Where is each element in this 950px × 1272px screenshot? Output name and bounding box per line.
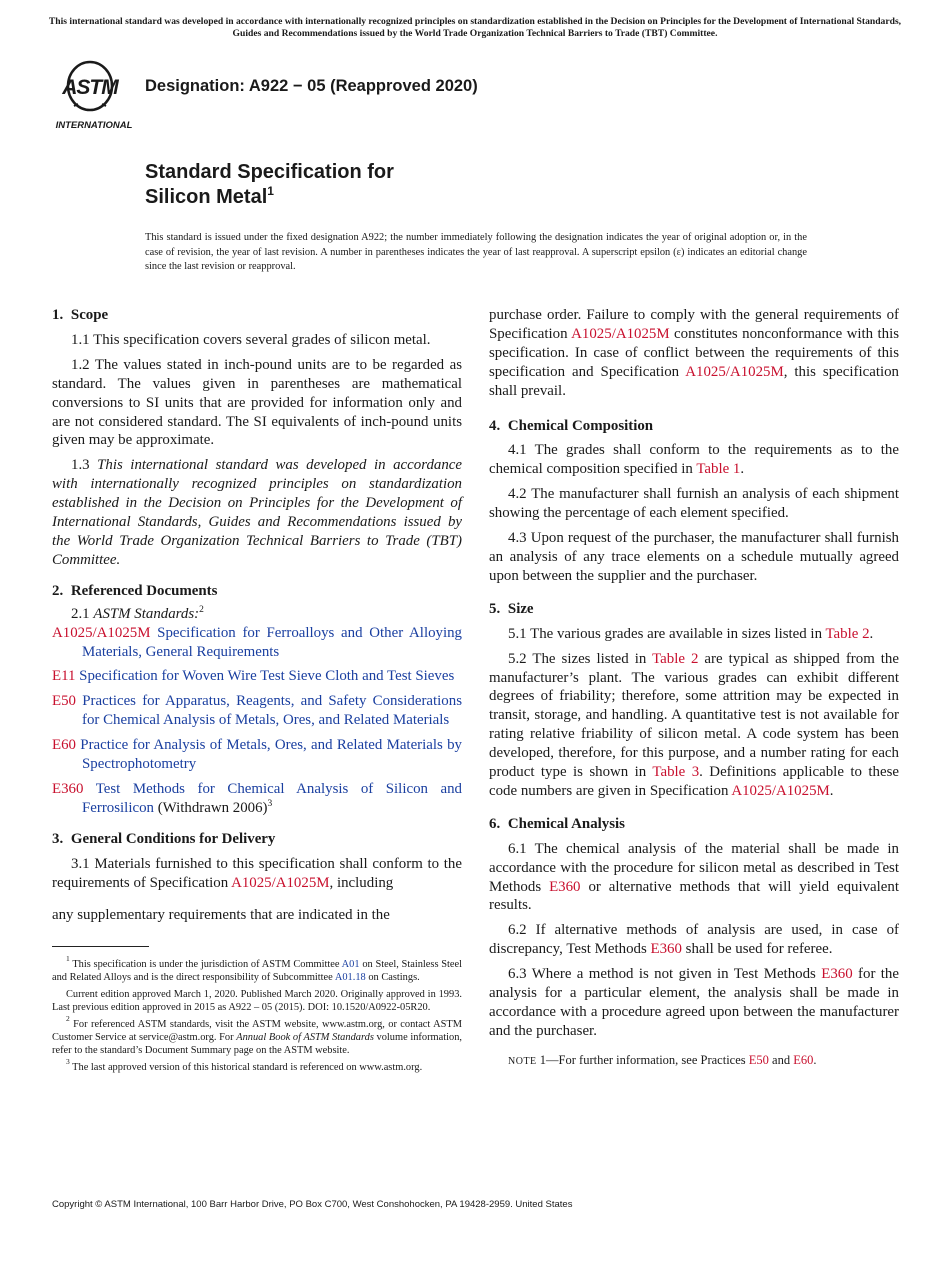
ref-e60[interactable]: E60 Practice for Analysis of Metals, Ores, and Related Materials by Spectrophotometry <box>52 737 462 773</box>
footnote-3: $^3$ The last approved version of this historical standard is referenced on www.astm.org. <box>66 1056 423 1073</box>
ref-e50[interactable]: E50 Practices for Apparatus, Reagents, and Safety Considerations for Chemical Analysis of Metals, Ores, and Related Materials <box>52 693 462 729</box>
right-column <box>489 306 899 1078</box>
section-1-heading: 1. Scope <box>52 307 109 323</box>
footnote-rule <box>52 946 149 947</box>
footnote-ref-2[interactable]: 2 <box>199 604 204 615</box>
issuance-statement: This standard is issued under the fixed designation A922; the number immediately following the designation indicates the year of original adoption or, in the case of revision, the year of last revision. A number in parentheses indicates the year of last reapproval. A superscript epsilon (ε) indicates an editorial change since the last revision or reapproval. <box>145 232 807 273</box>
ref-a1025[interactable]: A1025/A1025M Specification for Ferroalloys and Other Alloying Materials, General Requirements <box>52 624 462 660</box>
link-e360-2[interactable]: E360 <box>650 941 682 958</box>
para-3-1-continued: purchase order. Failure to comply with the general requirements of Specification A1025/A1025M constitutes nonconformance with this specification. In case of conflict between the requirements of this specification and Specification A1025/A1025M, this specification shall prevail. <box>489 307 899 399</box>
section-6-heading: 6. Chemical Analysis <box>489 815 625 832</box>
astm-logo-icon <box>54 58 134 132</box>
para-1-1: 1.1 This specification covers several grades of silicon metal. <box>71 331 431 348</box>
footnote-2: $^2$ For referenced ASTM standards, visit the ASTM website, www.astm.org, or contact ASTM Customer Service at service@astm.org. For Annual Book of ASTM Standards volume information, refer to the standard’s Document Summary page on the ASTM website. <box>52 1013 462 1057</box>
link-a1025-2[interactable]: A1025/A1025M <box>571 325 670 342</box>
para-1-2: 1.2 The values stated in inch-pound units are to be regarded as standard. The values given in parentheses are mathematical conversions to SI units that are provided for information only and are not considered standard. The SI equivalents of inch-pound units given may be approximate. <box>52 356 462 449</box>
para-6-1: 6.1 The chemical analysis of the material shall be made in accordance with the procedure for silicon metal as described in Test Methods E360 or alternative methods that will yield equivalent results. <box>489 840 899 914</box>
footnote-1-edition: Current edition approved March 1, 2020. Published March 2020. Originally approved in 1993. Last previous edition approved in 2015 as A922 – 05 (2015). DOI: 10.1520/A0922-05R20. <box>52 988 462 1014</box>
title-line-1: Standard Specification for <box>145 161 394 183</box>
link-table-1[interactable]: Table 1 <box>696 461 741 478</box>
para-1-3: 1.3 This international standard was developed in accordance with internationally recognized principles on standardization established in the Decision on Principles for the Development of International Standards, Guides and Recommendations issued by the World Trade Organization Technical Barriers to Trade (TBT) Committee. <box>52 457 462 568</box>
section-4-heading: 4. Chemical Composition <box>489 417 654 434</box>
para-6-3: 6.3 Where a method is not given in Test Methods E360 for the analysis for a particular element, the analysis shall be made in accordance with a procedure agreed upon between the manufacturer and the purchaser. <box>489 966 899 1039</box>
para-4-2: 4.2 The manufacturer shall furnish an analysis of each shipment showing the percentage of each element specified. <box>489 486 899 522</box>
para-4-1: 4.1 The grades shall conform to the requirements as to the chemical composition specified in Table 1. <box>489 442 899 478</box>
title-footnote-ref[interactable]: 1 <box>267 184 274 198</box>
link-a01[interactable]: A01 <box>341 959 360 970</box>
page-title <box>145 160 394 210</box>
para-5-1: 5.1 The various grades are available in sizes listed in Table 2. <box>508 625 874 642</box>
section-3-heading: 3. General Conditions for Delivery <box>52 830 276 847</box>
para-3-1-comma: , <box>329 874 334 891</box>
para-6-2: 6.2 If alternative methods of analysis are used, in case of discrepancy, Test Methods E360 shall be used for referee. <box>489 922 899 958</box>
link-table-2-b[interactable]: Table 2 <box>652 650 699 667</box>
para-5-2: 5.2 The sizes listed in Table 2 are typical as shipped from the manufacturer’s plant. The various grades can exhibit different degrees of friability; therefore, some attrition may be expected in transit, storage, and handling. A quantitative test is not available for rating relative friability of silicon metal. A code system has been developed, therefore, for this purpose, and a number rating for each product type is shown in Table 3. Definitions applicable to these code numbers are given in Specification A1025/A1025M. <box>489 650 899 799</box>
left-column <box>52 306 462 898</box>
ref-e11[interactable]: E11 Specification for Woven Wire Test Sieve Cloth and Test Sieves <box>52 668 455 685</box>
logo-letters: ASTM <box>62 76 118 99</box>
top-notice: This international standard was developed in accordance with internationally recognized principles on standardization established in the Decision on Principles for the Development of International Standards, Guides and Recommendations issued by the World Trade Organization Technical Barriers to Trade (TBT) Committee. <box>48 16 902 39</box>
designation: Designation: A922 − 05 (Reapproved 2020) <box>145 77 478 95</box>
link-e360-1[interactable]: E360 <box>549 878 581 895</box>
para-3-1-start: 3.1 Materials furnished to this specification shall conform to the requirements of Specification A1025/A1025M, including <box>52 855 462 891</box>
logo-wordmark: INTERNATIONAL <box>55 120 133 131</box>
section-2-heading: 2. Referenced Documents <box>52 582 218 599</box>
link-a1025-3[interactable]: A1025/A1025M <box>685 363 784 380</box>
para-4-3: 4.3 Upon request of the purchaser, the manufacturer shall furnish an analysis of any trace elements on a schedule mutually agreed upon between the supplier and the purchaser. <box>489 530 899 584</box>
link-e360-3[interactable]: E360 <box>821 966 853 983</box>
link-table-2[interactable]: Table 2 <box>825 625 870 642</box>
copyright-footer: Copyright © ASTM International, 100 Barr Harbor Drive, PO Box C700, West Conshohocken, PA 19428-2959. United States <box>52 1199 573 1210</box>
para-3-1-tail: any supplementary requirements that are indicated in the <box>52 907 390 923</box>
link-a01-18[interactable]: A01.18 <box>334 972 366 984</box>
link-e60[interactable]: E60 <box>793 1052 814 1067</box>
para-2-1: 2.1 ASTM Standards:$^2$ <box>71 604 204 622</box>
link-a1025-1[interactable]: A1025/A1025M <box>231 874 330 891</box>
section-5-heading: 5. Size <box>489 600 534 617</box>
link-e50[interactable]: E50 <box>748 1052 769 1067</box>
footnotes <box>52 954 463 1077</box>
title-line-2: Silicon Metal <box>145 186 268 208</box>
footnote-1: $^1$ This specification is under the jurisdiction of ASTM Committee A01 on Steel, Stainless Steel and Related Alloys and is the direct responsibility of Subcommittee A01.18 on Castings. <box>52 954 463 984</box>
astm-logo <box>54 58 134 132</box>
ref-e360[interactable]: E360 Test Methods for Chemical Analysis of Silicon and Ferrosilicon (Withdrawn 2006)$^3$ <box>52 780 462 816</box>
link-table-3[interactable]: Table 3 <box>652 764 700 781</box>
link-a1025-4[interactable]: A1025/A1025M <box>731 782 830 799</box>
note-1: NOTE 1—For further information, see Practices E50 and E60. <box>508 1052 817 1067</box>
